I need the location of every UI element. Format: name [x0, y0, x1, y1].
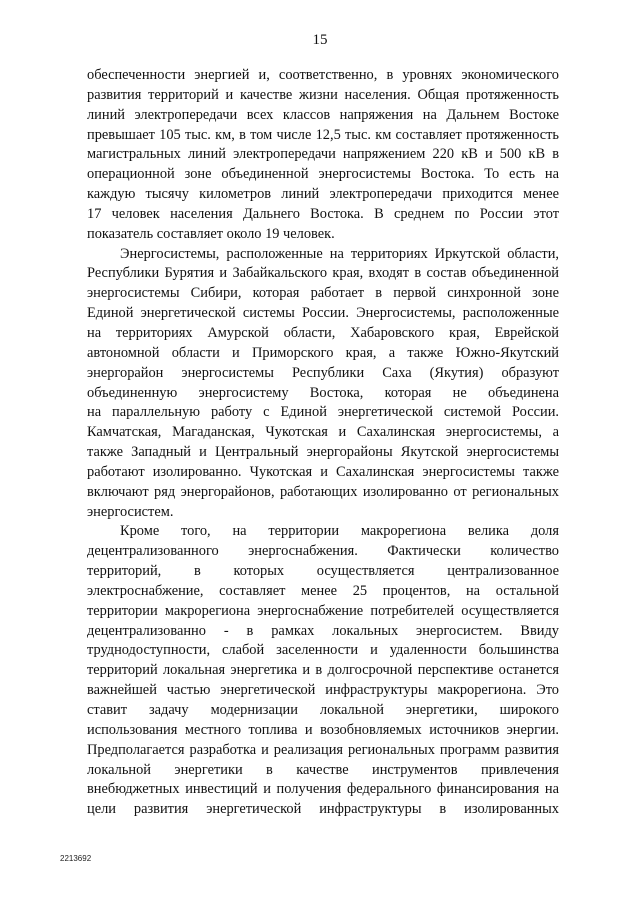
- text-line: обеспеченности энергией и, соответственно, в уровнях экономического: [87, 67, 559, 83]
- text-line: локальной энергетики в качестве инструментов привлечения: [87, 761, 559, 778]
- text-line: важнейшей частью энергетической инфраструктуры макрорегиона. Это: [87, 682, 559, 699]
- text-line: каждую тысячу километров линий электропередачи приходится менее: [87, 186, 559, 203]
- text-line: превышает 105 тыс. км, в том числе 12,5 тыс. км составляет протяженность: [87, 126, 559, 143]
- text-line: децентрализованно - в рамках локальных энергосистем. Ввиду: [87, 622, 559, 639]
- text-line: объединенную энергосистему Востока, которая не объединена: [87, 384, 559, 401]
- text-line: территорий локальная энергетика и в долгосрочной перспективе останется: [87, 662, 559, 679]
- text-line: на параллельную работу с Единой энергетической системой России.: [87, 404, 559, 421]
- text-line: 17 человек населения Дальнего Востока. В среднем по России этот: [87, 205, 559, 222]
- text-line: использования местного топлива и возобновляемых источников энергии.: [87, 721, 559, 738]
- text-line: Камчатская, Магаданская, Чукотская и Сахалинская энергосистемы, а: [87, 424, 559, 441]
- document-body: [87, 66, 559, 820]
- text-line: энергосистемы Сибири, которая работает в первой синхронной зоне: [87, 285, 559, 302]
- text-line: показатель составляет около 19 человек.: [87, 225, 335, 242]
- text-line: децентрализованного энергоснабжения. Фактически количество: [87, 543, 559, 560]
- text-line: электроснабжение, составляет менее 25 процентов, на остальной: [87, 582, 559, 599]
- text-line: Кроме того, на территории макрорегиона велика доля: [120, 523, 559, 540]
- text-line: Республики Бурятия и Забайкальского края, входят в состав объединенной: [87, 265, 559, 282]
- text-line: на территориях Амурской области, Хабаровского края, Еврейской: [87, 324, 559, 341]
- text-line: Единой энергетической системы России. Энергосистемы, расположенные: [87, 305, 559, 322]
- text-line: территорий, в которых осуществляется централизованное: [87, 563, 559, 580]
- text-line: цели развития энергетической инфраструктуры в изолированных: [87, 801, 559, 818]
- page-number: 15: [312, 32, 328, 48]
- text-line: линий электропередачи всех классов напряжения на Дальнем Востоке: [87, 106, 559, 123]
- text-line: автономной области и Приморского края, а также Южно-Якутский: [87, 344, 559, 361]
- text-line: операционной зоне объединенной энергосистемы Востока. То есть на: [87, 166, 559, 183]
- text-line: Предполагается разработка и реализация региональных программ развития: [87, 741, 559, 758]
- text-line: внебюджетных инвестиций и получения федерального финансирования на: [87, 781, 559, 798]
- text-line: также Западный и Центральный энергорайоны Якутской энергосистемы: [87, 444, 559, 461]
- text-line: магистральных линий электропередачи напряжением 220 кВ и 500 кВ в: [87, 146, 559, 163]
- text-line: развития территорий и качестве жизни населения. Общая протяженность: [87, 86, 559, 103]
- text-line: труднодоступности, слабой заселенности и удаленности большинства: [87, 642, 559, 659]
- text-line: работают изолированно. Чукотская и Сахалинская энергосистемы также: [87, 463, 559, 480]
- text-line: включают ряд энергорайонов, работающих изолированно от региональных: [87, 483, 559, 500]
- document-id: 2213692: [60, 854, 92, 863]
- text-line: Энергосистемы, расположенные на территориях Иркутской области,: [120, 245, 559, 262]
- text-line: энергосистем.: [87, 503, 174, 520]
- text-line: территории макрорегиона энергоснабжение потребителей осуществляется: [87, 602, 559, 619]
- text-line: ставит задачу модернизации локальной энергетики, широкого: [87, 702, 559, 718]
- text-line: энергорайон энергосистемы Республики Саха (Якутия) образуют: [87, 364, 559, 381]
